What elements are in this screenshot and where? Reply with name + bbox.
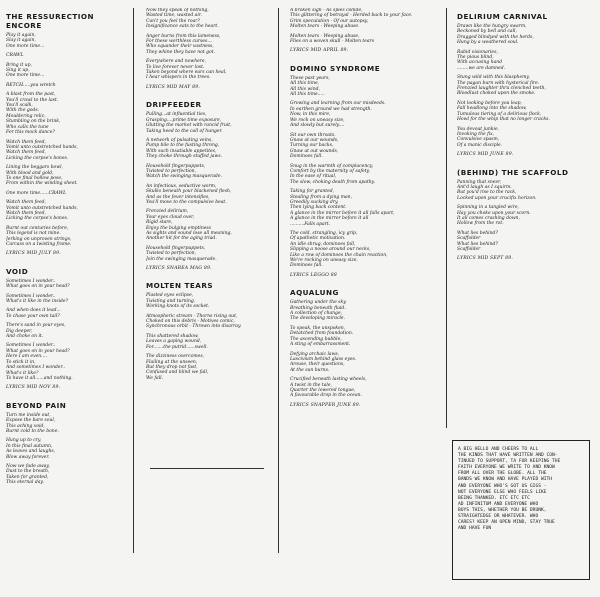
stanza — [290, 101, 440, 128]
lyric-line: Flies on a woven skull - Molten tears — [290, 39, 375, 45]
lyric-line: And slowly but surely.... — [290, 123, 345, 129]
lyric-line: But they drop not fast, — [146, 364, 198, 370]
stanza — [146, 293, 268, 309]
stanza — [290, 8, 440, 30]
note-line: AND HAVE FUN — [458, 526, 492, 532]
lyric-line: We rock on uneasy size, — [290, 117, 345, 123]
lyric-line: Bring it up, — [6, 62, 32, 68]
lyric-line: You devout junkie, — [457, 126, 500, 132]
spacer — [290, 414, 440, 418]
note-line: FAITH EVERYONE WE WRITE TO AND KNOW — [458, 465, 555, 471]
stanza — [6, 294, 124, 305]
stanza — [146, 164, 268, 180]
note-line: CARES? KEEP AN OPEN MIND, STAY TRUE — [458, 520, 555, 526]
lyric-line: In this final autumn, — [6, 443, 53, 449]
stanza — [457, 205, 595, 227]
lyric-line: From within the winding sheet. — [6, 181, 78, 187]
lyrics-credit: LYRICS MID SEPT 89. — [457, 256, 514, 262]
stanza — [290, 377, 440, 399]
lyric-line: The dizziness overcomes, — [146, 354, 205, 360]
lyric-line: One more time... — [6, 43, 45, 49]
stanza — [6, 191, 124, 196]
lyric-line: Expose the bare soul, — [6, 418, 56, 424]
lyric-line: One more time... — [6, 73, 45, 79]
stanza — [146, 334, 268, 350]
column-divider-1 — [133, 8, 134, 553]
stanza — [290, 189, 440, 227]
lyric-line: This glittering of betrayal - Herded back to your face. — [290, 13, 413, 19]
lyric-line: Dig deeper, — [6, 328, 33, 334]
lyric-line: You'll crawl to the last. — [6, 97, 59, 103]
stanza — [6, 343, 124, 381]
lyric-line: Spinning in a tangled wire, — [457, 205, 519, 211]
lyric-line: These past years, — [290, 75, 330, 81]
lyric-line: Dominoes fall. — [290, 154, 323, 160]
lyric-line: Household fingerpuppets, — [146, 245, 206, 251]
lyric-line: Twisted to perfection, — [146, 168, 197, 174]
lyric-line: Howl for the whip that no longer cracks. — [457, 117, 550, 123]
lyric-line: What lies behind? — [457, 241, 498, 247]
stanza — [146, 354, 268, 381]
lyric-line: A glance in the mirror before it all falls apart, — [290, 210, 395, 216]
lyric-line: Hung up to cry, — [6, 438, 42, 444]
lyric-line: The pious blind, — [457, 55, 494, 61]
stanza — [290, 34, 440, 45]
lyric-line: Insignificance eats to the heart. — [146, 24, 219, 30]
lyric-line: Comfort by the maternity of safety, — [290, 168, 370, 174]
lyric-line: With the gods. — [6, 108, 40, 114]
lyric-line: Gnaw at out wounds, — [290, 148, 339, 154]
lyric-line: Glutting the market with rancid fruit, — [146, 123, 232, 129]
lyric-line: Sometimes I wonder.. — [6, 278, 56, 284]
lyric-line: A blast from the past, — [6, 92, 56, 98]
lyric-line: Ant'd laugh as I squirm. — [457, 184, 512, 190]
lyric-line: Licking the corpse's bones. — [6, 155, 69, 161]
stanza — [6, 140, 124, 162]
lyric-line: For.......the putrid......swell. — [146, 344, 208, 350]
lyrics-credit: LYRICS MID MAY 89. — [146, 84, 201, 90]
lyric-line: Confused and blind we fall, — [146, 370, 209, 376]
stanza — [457, 231, 595, 253]
stanza — [457, 24, 595, 46]
lyric-line: Panning that sneer, — [457, 179, 502, 185]
stanza — [6, 200, 124, 222]
lyric-line: Bloodlust choked upon the smoke. — [457, 91, 536, 97]
lyric-line: You'll move to the compulsive beat. — [146, 199, 227, 205]
lyric-line: What lies behind? — [457, 230, 498, 236]
stanza — [146, 138, 268, 160]
stanza — [290, 133, 440, 160]
lyric-line: Turn me inside out, — [6, 412, 51, 418]
lyric-line: What goes on in your head? — [6, 348, 70, 354]
lyric-line: Synchronous orbit - Thrown into disarray. — [146, 324, 242, 330]
lyric-line: Twisting and turning, — [146, 298, 196, 304]
stanza — [457, 50, 595, 72]
lyric-line: To one final hollow pose, — [6, 175, 63, 181]
lyric-line: Vomit unto outstretched hands, — [6, 205, 78, 211]
song-title: BEYOND PAIN — [6, 400, 67, 410]
lyric-line: What's it like in the inside? — [6, 299, 68, 305]
stanza — [6, 308, 124, 319]
stanza — [6, 438, 124, 460]
lyrics-credit: LYRICS MID APRIL 89. — [290, 48, 349, 54]
song-title: AQUALUNG — [290, 288, 339, 298]
lyric-line: To live forever never lost. — [146, 64, 205, 70]
lyric-line: Jerking on unproven strings, — [6, 236, 72, 242]
lyric-line: Burnt cold to the bone. — [6, 428, 59, 434]
note-line: STRAIGHTEDGE OR WHATEVER. WHO — [458, 514, 539, 520]
stanza — [6, 63, 124, 79]
lyric-line: Join the swinging masquerade. — [146, 256, 217, 262]
lyric-line: Invoking the fix, — [457, 131, 495, 137]
stanza — [290, 76, 440, 98]
lyric-line: Detatched from foundation. — [290, 331, 354, 337]
lyric-line: Watch the swinging masquerade. — [146, 174, 222, 180]
stanza — [146, 8, 268, 30]
lyric-line: Sit our own throats. — [290, 132, 336, 138]
stanza — [6, 413, 124, 435]
lyric-line: Taking for granted, — [290, 189, 335, 195]
lyric-line: Hung by a weathered soul. — [457, 40, 519, 46]
song-title: (BEHIND) THE SCAFFOLD — [457, 167, 569, 177]
lyric-line: To chase your own tail? — [6, 313, 60, 319]
lyric-line: Greedily sucking dry, — [290, 199, 339, 205]
note-line: THE KINDS THAT HAVE WRITTEN AND CON- — [458, 453, 558, 459]
stanza — [6, 464, 124, 486]
stanza — [457, 101, 595, 123]
song-title: DOMINO SYNDROME — [290, 63, 381, 73]
lyric-line: Rigid stare, — [146, 220, 173, 226]
lyric-line: Everywhere and nowhere, — [146, 59, 206, 65]
stanza — [146, 184, 268, 206]
lyric-line: Taking heed to the call of hunger. — [146, 128, 223, 134]
lyric-line: Skulks beneath your blackened flesh, — [146, 189, 232, 195]
lyric-line: CRAWL — [6, 53, 24, 59]
lyric-line: Snug in the warmth of complacency, — [290, 163, 374, 169]
lyric-line: Now, in this mire, — [290, 112, 331, 118]
stanza — [6, 83, 124, 88]
lyric-line: Now they speak of nothing, — [146, 8, 209, 13]
lyric-line: They choke through stuffed jaws. — [146, 154, 223, 160]
lyric-line: With such insatiable appetites, — [146, 148, 217, 154]
stanza — [6, 33, 124, 49]
note-line: FROM ALL OVER THE GLOBE. ALL THE — [458, 471, 547, 477]
lyric-line: Quarter the lowered tongue, — [290, 387, 356, 393]
note-line: AND EVERYONE WHO'S GOT US GIGS - — [458, 483, 547, 489]
lyric-line: Of a manic disciple. — [457, 142, 503, 148]
stanza — [146, 209, 268, 241]
lyric-line: Hollow from the rot. — [457, 221, 504, 227]
spacer — [457, 268, 595, 272]
lyric-line: The pagan burn with hysterical fire. — [457, 80, 540, 86]
lyric-line: For this mock dance? — [6, 130, 55, 136]
column-1 — [6, 12, 124, 597]
lyric-line: One more time......CRAWL — [6, 190, 67, 196]
song-title: VOID — [6, 266, 29, 276]
lyric-line: Atmospheric stream - Thorns rising out, — [146, 313, 238, 319]
lyric-line: Watch them feed, — [6, 210, 46, 216]
lyric-line: Convulsive spasm, — [457, 137, 500, 143]
lyric-line: Sometimes I wonder.. — [6, 293, 56, 299]
lyric-line: All this time..... — [290, 92, 325, 98]
stanza — [6, 226, 124, 248]
lyric-line: Frenzied laughter thru clenched teeth, — [457, 86, 546, 92]
lyric-line: Sometimes I wonder.. — [6, 343, 56, 349]
lyric-line: Gathering under the sky, — [290, 300, 347, 306]
lyric-line: What goes on in your head? — [6, 284, 70, 290]
lyric-line: Drawn like the hungry swarm, — [457, 24, 527, 29]
lyric-line: All this wind, — [290, 86, 320, 92]
lyric-line: With blood and gold, — [6, 170, 54, 176]
stanza — [146, 314, 268, 330]
lyric-line: Dragged blindyed with the herds, — [457, 34, 534, 40]
lyric-line: To stick it in, — [6, 359, 36, 365]
lyric-line: Here I am even.... — [6, 354, 47, 360]
lyric-line: Rabid visionaries, — [457, 49, 498, 55]
lyric-line: And sometimes I wonder.. — [6, 365, 66, 371]
stanza — [146, 59, 268, 81]
lyric-line: A twist in the tale, — [290, 382, 332, 388]
lyric-line: Anger burns from this lameness, — [146, 33, 221, 39]
lyric-line: This aching void, — [6, 423, 45, 429]
lyric-line: And choke on it. — [6, 334, 44, 340]
stanza — [146, 112, 268, 134]
stanza — [457, 180, 595, 202]
lyric-line: Mouldering relic, — [6, 113, 46, 119]
lyric-line: Lining the beggars bowl, — [6, 165, 63, 171]
note-line: BANDS WE KNOW AND HAVE PLAYED WITH — [458, 477, 553, 483]
lyric-line: Tumulous tiering of a delirious flock, — [457, 111, 542, 117]
lyric-line: Play it again, — [6, 33, 36, 38]
lyric-line: Hay you choke upon your scorn. — [457, 210, 531, 216]
stanza — [290, 164, 440, 186]
lyric-line: RETCH.....you wretch — [6, 82, 56, 88]
lyric-line: Burnt out centuries before, — [6, 225, 69, 231]
lyric-line: Dominoes fall. — [290, 263, 323, 269]
lyrics-credit: LYRICS MID NOV 89. — [6, 385, 61, 391]
lyric-line: Watch them feed, — [6, 139, 46, 145]
lyric-line: We fall. — [146, 375, 164, 381]
lyric-line: Dust to the breath, — [6, 469, 50, 475]
lyric-line: ..........Falls apart. — [290, 221, 331, 227]
lyric-line: Leaves a gaping wound, — [146, 339, 202, 345]
lyric-line: To have it all......and nothing. — [6, 375, 73, 381]
column-3 — [290, 8, 440, 597]
lyric-line: Carcass on a twisting frame. — [6, 242, 72, 247]
lyric-line: A network of pulsating veins, — [146, 137, 213, 143]
stanza — [146, 34, 268, 56]
lyric-line: They whine they have not got. — [146, 49, 215, 55]
lyric-line: The ascending bubble, — [290, 336, 342, 342]
lyric-line: Slipping a noose around our necks, — [290, 247, 371, 253]
lyric-line: A broken sigh - As spies collide, — [290, 8, 363, 13]
lyric-line: Vomit unto outstretched hands, — [6, 144, 78, 150]
lyric-line: Then lying back content. — [290, 205, 347, 211]
lyric-line: All this time, — [290, 81, 320, 87]
stanza — [6, 279, 124, 290]
note-line: TINUED TO SUPPORT, TA FOR KEEPING THE — [458, 459, 561, 465]
lyric-line: We're rocking on uneasy size, — [290, 258, 358, 264]
lyric-line: Now we fade away, — [6, 463, 50, 469]
lyric-line: This shattered shadow, — [146, 333, 199, 339]
lyric-line: Lascivium behind glass eyes. — [290, 356, 357, 362]
lyrics-credit: LYRICS MID JULY 89. — [6, 251, 61, 257]
note-line: BEING THANKED. ETC ETC ETC — [458, 495, 530, 501]
spacer — [6, 490, 124, 494]
lyric-line: Turning our backs, — [290, 143, 334, 149]
lyric-line: Breathing beneath fluid. — [290, 305, 346, 311]
lyric-line: You'll scalk, — [6, 103, 33, 109]
stanza — [290, 352, 440, 374]
lyric-line: Taken beyond where ears can heal, — [146, 70, 227, 76]
note-line: AD INFINITUM AND EVERYONE WHO — [458, 501, 539, 507]
lyric-line: Sing it up, — [6, 68, 30, 74]
lyric-line: As leaves and laughs, — [6, 449, 56, 455]
lyric-line: Scaffolder — [457, 236, 481, 242]
lyric-line: Growing and learning from our misdeeds. — [290, 101, 386, 107]
lyric-line: Defying archaic laws, — [290, 351, 340, 357]
lyric-line: Stealing from a dying man, — [290, 194, 353, 200]
lyric-line: An infectious, seductive worm, — [146, 183, 217, 189]
lyric-line: Watch them feed, — [6, 200, 46, 206]
lyric-line: And when does it lead... — [6, 308, 61, 314]
note-line: A BIG HELLO AND CHEERS TO ALL — [458, 447, 539, 452]
lyric-line: Not looking before you leap, — [457, 100, 522, 106]
lyric-line: The slow, choking death from apathy. — [290, 179, 376, 185]
lyric-line: The developing miracle. — [290, 316, 346, 322]
lyric-line: Grasping....prime time exposure, — [146, 117, 222, 123]
lyrics-credit: LYRICS SNABEA MAG 89. — [146, 266, 212, 272]
lyric-line: Enjoy the bulging emptiness — [146, 225, 212, 231]
song-title: DRIPFEEDER — [146, 100, 202, 110]
lyric-line: Molten tears - Weeping abuse, — [290, 33, 360, 39]
lyrics-credit: LYRICS LEGGO 88 — [290, 272, 337, 278]
lyric-line: Another hit for the aging triad. — [146, 236, 217, 242]
note-line: BUYS THIS, WHETHER YOU BE DRUNK, — [458, 507, 547, 513]
lyric-line: Licking the corpse's bones. — [6, 216, 69, 222]
lyric-line: Pulling...at influential ties, — [146, 112, 207, 118]
lyric-line: Household fingerpuppets, — [146, 163, 206, 169]
lyric-line: As sights and sound lose all meaning, — [146, 231, 232, 236]
lyric-line: Scaffolder — [457, 247, 481, 252]
lyric-line: There's sand in your eyes, — [6, 323, 66, 329]
stanza — [146, 246, 268, 262]
lyric-line: And as the fever intensifies, — [146, 194, 210, 200]
lyric-line: I hear whispers in the trees. — [146, 75, 211, 81]
lyric-line: A glance in the mirror before it all — [290, 216, 369, 222]
stanza — [290, 300, 440, 322]
stanza — [6, 165, 124, 187]
column-divider-3 — [446, 8, 447, 428]
lyric-line: But you'd rise to the rack, — [457, 190, 517, 196]
lyric-line: Taken for granted, — [6, 474, 49, 480]
lyric-line: Watch them feed, — [6, 150, 46, 156]
lyric-line: Can't you feel the roar? — [146, 18, 200, 24]
lyric-line: Crucified beneath lasting wheels, — [290, 377, 367, 383]
stanza — [6, 53, 124, 58]
note-line: NOT EVERYONE ELSE WHO FEELS LIKE — [458, 489, 547, 495]
lyric-line: The cold, strangling, icy grip, — [290, 231, 358, 236]
lyric-line: Choked on this debris - Motives comic, — [146, 319, 235, 325]
lyric-line: Fall headlong into the shadow, — [457, 106, 527, 112]
lyric-line: Flailing at the unseen, — [146, 359, 198, 365]
lyric-line: For these worthless curses... — [146, 39, 212, 45]
thank-you-note — [452, 440, 590, 580]
lyric-line: In the ease of ritual, — [290, 174, 337, 180]
lyric-line: With accusing hand — [457, 60, 503, 66]
column-divider-2 — [278, 8, 279, 553]
spacer — [146, 385, 268, 389]
lyric-line: Gnaw at our wounds, — [290, 137, 339, 143]
lyric-line: A sting of embarrassment. — [290, 342, 351, 348]
lyric-line: Molten tears - Weeping abuse. — [290, 24, 360, 30]
lyric-line: Locked upon your crucifix horizon. — [457, 195, 537, 201]
lyric-line: This eternal day. — [6, 480, 44, 486]
lyrics-credit: LYRICS MID JUNE 89. — [457, 152, 514, 158]
lyric-line: A favourable drop in the ocean. — [290, 393, 362, 399]
lyric-line: This legend is not mine. — [6, 231, 61, 237]
lyric-line: Beckoned by bell and call, — [457, 29, 517, 35]
lyric-line: Twisted to perfection, — [146, 251, 197, 257]
lyric-line: Plasted eyes eclipse, — [146, 293, 194, 299]
lyric-line: In earthen ground we had strength. — [290, 106, 372, 112]
lyric-line: Who calls the tune — [6, 124, 49, 130]
lyric-line: Who squander their vastness, — [146, 44, 214, 50]
stanza — [290, 231, 440, 269]
stanza — [6, 323, 124, 339]
stanza — [457, 127, 595, 149]
lyric-line: Arouse, their questions, — [290, 362, 345, 368]
song-title: MOLTEN TEARS — [146, 281, 214, 291]
song-title: THE RESSURECTION ENCORE — [6, 12, 95, 30]
lyric-line: At the sun burns. — [290, 367, 330, 373]
lyric-line: A collection of change, — [290, 311, 343, 317]
song-title: DELIRIUM CARNIVAL — [457, 12, 548, 21]
lyric-line: Pump bile to the fusting throng, — [146, 143, 220, 149]
lyric-line: Blow away forever. — [6, 454, 50, 460]
lyric-line: Wasted time, wasted air. — [146, 13, 202, 19]
lyric-line: Your eyes cloud over, — [146, 214, 195, 220]
stanza — [457, 75, 595, 97]
lyric-line: To speak, the unspoken, — [290, 325, 346, 331]
lyric-line: Frenzied delirium, — [146, 209, 189, 215]
lyric-line: Stumbling on the brink, — [6, 119, 61, 125]
stanza — [290, 326, 440, 348]
lyric-line: Of apathetic motivation. — [290, 236, 346, 242]
lyric-line: Stung wild with this blasphemy, — [457, 75, 530, 81]
lyric-line: Like a row of dominoes the chain reaction, — [290, 252, 388, 258]
lyric-line: It all comes crashing down, — [457, 215, 520, 221]
column-2 — [146, 8, 268, 597]
lyric-line: An idle shrug, dominoes fall, — [290, 241, 356, 247]
stanza — [6, 92, 124, 135]
lyric-line: ........we are damned. — [457, 65, 506, 71]
lyric-line: Slay it again, — [6, 38, 36, 44]
lyric-line: Working knots of its socket. — [146, 304, 210, 310]
lyric-line: What's it like? — [6, 370, 39, 376]
lyrics-credit: LYRICS SNAPPER JUNE 89. — [290, 402, 361, 408]
lyric-line: Grim speculation - Of our autopsy, — [290, 18, 369, 24]
